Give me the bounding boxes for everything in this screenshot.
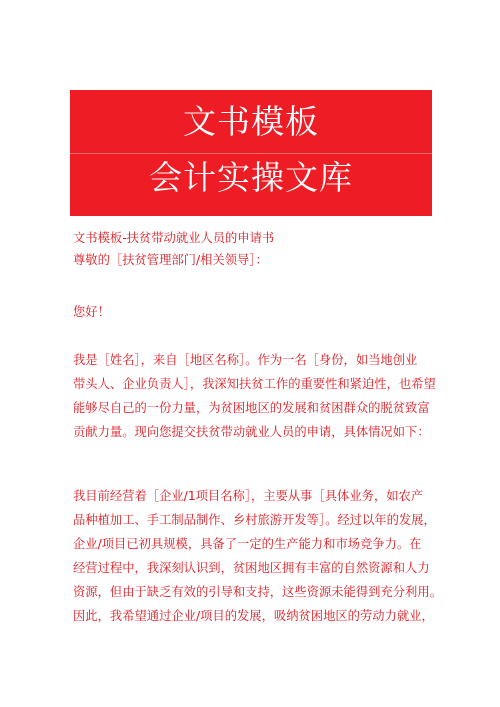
paragraph-line: 我是［姓名］，来自［地区名称］。作为一名［身份，如当地创业 — [73, 353, 418, 367]
paragraph-line: 带头人、企业负责人］，我深知扶贫工作的重要性和紧迫性，也希望 — [73, 377, 436, 391]
banner-title: 文书模板 — [183, 102, 319, 141]
paragraph-intro — [73, 348, 453, 444]
paragraph-line: 经营过程中，我深刻认识到，贫困地区拥有丰富的自然资源和人力 — [73, 561, 430, 575]
title-banner — [70, 90, 432, 216]
paragraph-line: 贡献力量。现向您提交扶贫带动就业人员的申请，具体情况如下： — [73, 425, 430, 439]
greeting: 您好！ — [73, 305, 110, 319]
paragraph-line: 企业/项目已初具规模，具备了一定的生产能力和市场竞争力。在 — [73, 537, 422, 551]
document-title: 文书模板-扶贫带动就业人员的申请书 — [73, 231, 275, 245]
banner-divider — [70, 153, 432, 154]
paragraph-line: 因此，我希望通过企业/项目的发展，吸纳贫困地区的劳动力就业， — [73, 609, 434, 623]
paragraph-line: 我目前经营着［企业/1项目名称］，主要从事［具体业务，如农产 — [73, 489, 424, 503]
paragraph-line: 品种植加工、手工制品制作、乡村旅游开发等］。经过以年的发展， — [73, 513, 436, 527]
salutation: 尊敬的［扶贫管理部门/相关领导］： — [73, 253, 268, 267]
paragraph-line: 能够尽自己的一份力量，为贫困地区的发展和贫困群众的脱贫致富 — [73, 401, 430, 415]
paragraph-business — [73, 484, 453, 628]
paragraph-line: 资源，但由于缺乏有效的引导和支持，这些资源未能得到充分利用。 — [73, 585, 442, 599]
banner-subtitle: 会计实操文库 — [149, 158, 353, 197]
